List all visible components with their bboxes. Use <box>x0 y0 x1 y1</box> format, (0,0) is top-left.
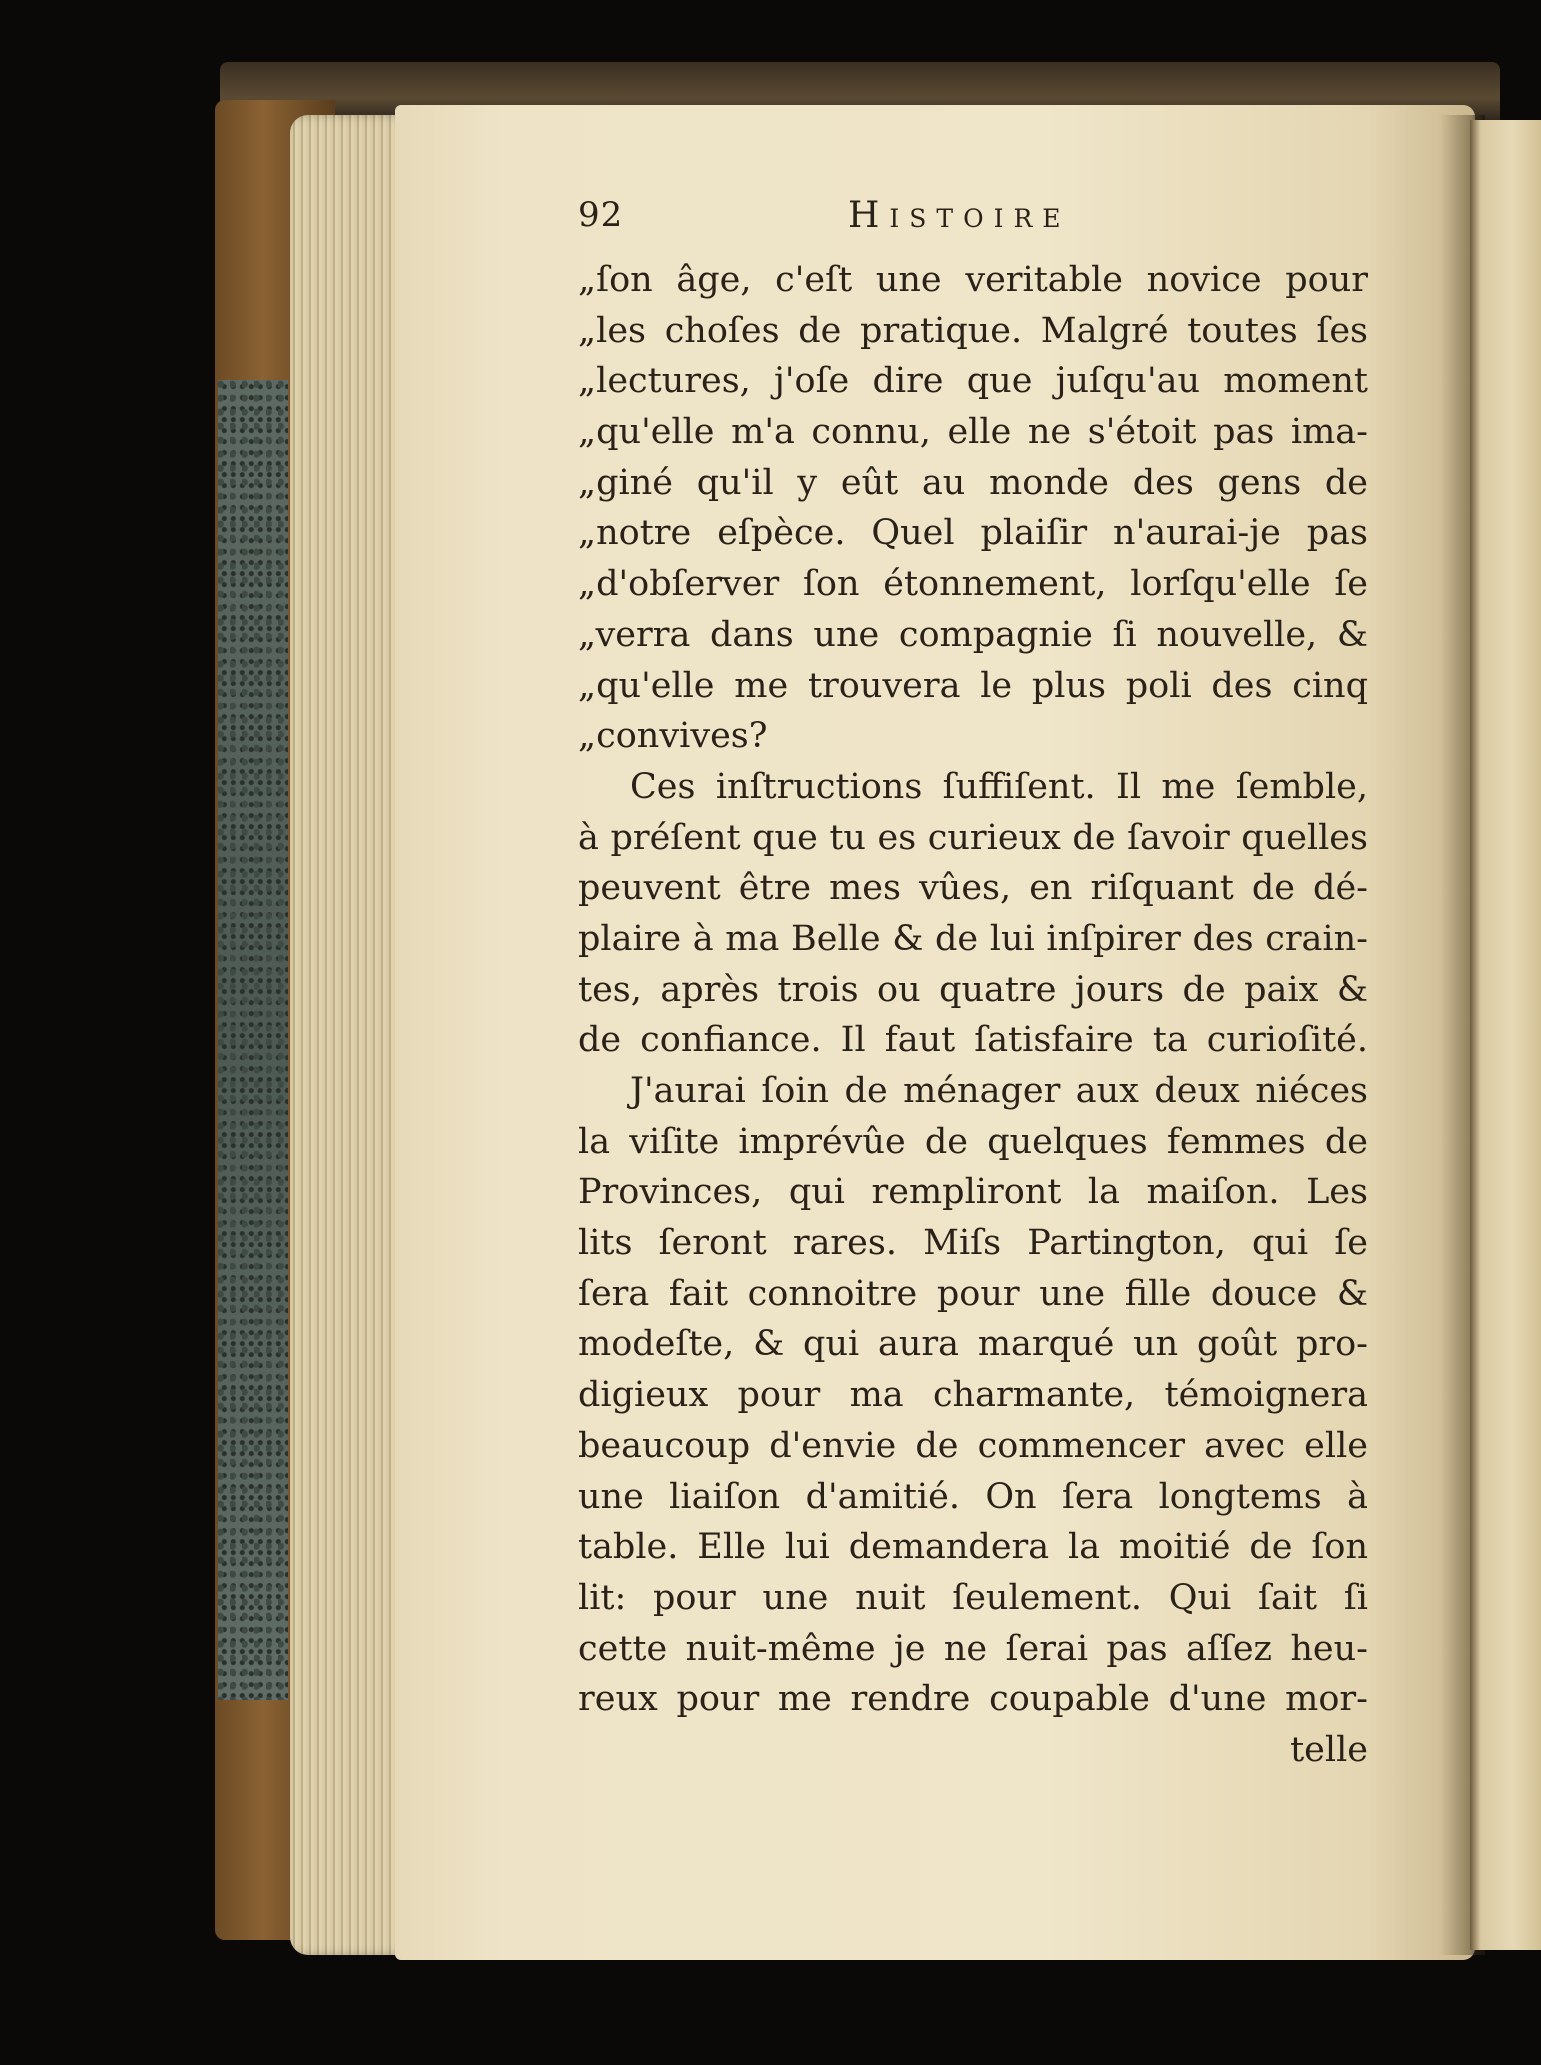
text-line: „giné qu'il y eût au monde des gens de <box>578 462 1368 503</box>
page-header <box>578 195 1368 255</box>
text-line: de confiance. Il faut ſatisfaire ta curioſité. <box>578 1020 1368 1061</box>
text-line: „les choſes de pratique. Malgré toutes ſes <box>578 310 1368 351</box>
text-line: une liaiſon d'amitié. On ſera longtems à <box>578 1476 1368 1517</box>
text-line: „qu'elle me trouvera le plus poli des cinq <box>578 665 1368 706</box>
text-line: „lectures, j'oſe dire que juſqu'au moment <box>578 361 1368 402</box>
text-line: plaire à ma Belle & de lui inſpirer des crain- <box>578 918 1368 959</box>
page-number: 92 <box>578 195 624 235</box>
text-line: „notre eſpèce. Quel plaiſir n'aurai-je pas <box>578 513 1368 554</box>
page-text <box>578 195 1368 1776</box>
text-line: ſera fait connoitre pour une fille douce & <box>578 1273 1368 1314</box>
running-head: Histoire <box>848 195 1071 236</box>
text-line: „convives? <box>578 716 768 757</box>
text-line: Provinces, qui rempliront la maiſon. Les <box>578 1172 1368 1213</box>
text-line: modeſte, & qui aura marqué un goût pro- <box>578 1324 1368 1365</box>
text-line: lits ſeront rares. Miſs Partington, qui ſe <box>578 1223 1368 1264</box>
text-line: beaucoup d'envie de commencer avec elle <box>578 1425 1368 1466</box>
text-line: „qu'elle m'a connu, elle ne s'étoit pas ima- <box>578 412 1368 453</box>
text-line: à préſent que tu es curieux de ſavoir quelles <box>578 817 1368 858</box>
text-line: peuvent être mes vûes, en riſquant de dé- <box>578 868 1368 909</box>
text-line: la viſite imprévûe de quelques femmes de <box>578 1121 1368 1162</box>
text-line: cette nuit-même je ne ſerai pas aſſez heu- <box>578 1628 1368 1669</box>
text-line: reux pour me rendre coupable d'une mor- <box>578 1679 1368 1720</box>
marbled-board <box>218 380 288 1700</box>
text-line: „verra dans une compagnie ſi nouvelle, & <box>578 614 1368 655</box>
text-line: digieux pour ma charmante, témoignera <box>578 1375 1368 1416</box>
text-line: table. Elle lui demandera la moitié de ſon <box>578 1527 1368 1568</box>
text-line: „d'obſerver ſon étonnement, lorſqu'elle ſe <box>578 564 1368 605</box>
text-line: lit: pour une nuit ſeulement. Qui ſait ſi <box>578 1577 1368 1618</box>
text-line: „ſon âge, c'eſt une veritable novice pour <box>578 260 1368 300</box>
facing-page <box>1470 120 1541 1950</box>
text-line: J'aurai ſoin de ménager aux deux niéces <box>630 1071 1368 1111</box>
text-line: Ces inſtructions ſuffiſent. Il me ſemble, <box>630 766 1368 807</box>
catchword: telle <box>1290 1729 1368 1770</box>
text-line: tes, après trois ou quatre jours de paix & <box>578 969 1368 1010</box>
